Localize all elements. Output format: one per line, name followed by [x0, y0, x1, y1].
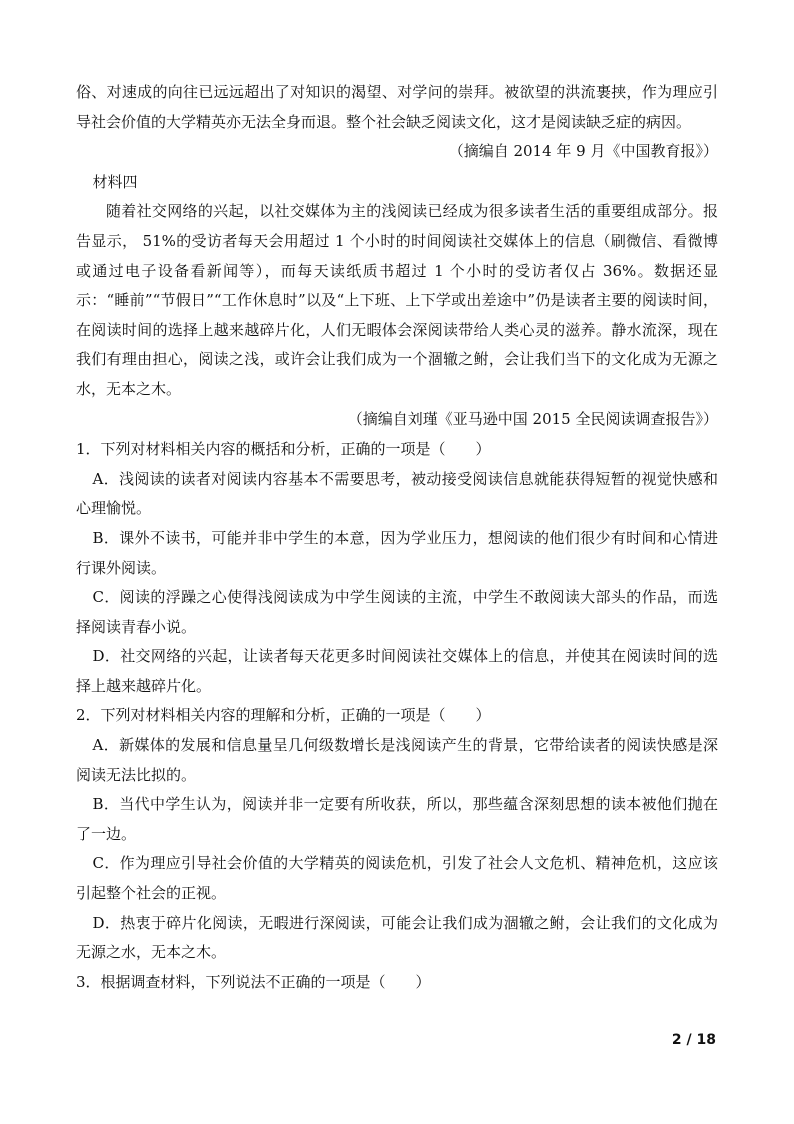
- page-number: 2 / 18: [671, 1032, 716, 1048]
- carryover-paragraph: 俗、对速成的向往已远远超出了对知识的渴望、对学问的崇拜。被欲望的洪流裹挟，作为理应引导社会价值的大学精英亦无法全身而退。整个社会缺乏阅读文化，这才是阅读缺乏症的病因。: [76, 83, 718, 131]
- material-4-paragraph: 随着社交网络的兴起，以社交媒体为主的浅阅读已经成为很多读者生活的重要组成部分。报告显示， 51%的受访者每天会用超过 1 个小时的时间阅读社交媒体上的信息（刷微信、看微博或通过电子设备看新闻等），而每天读纸质书超过 1 个小时的受访者仅占 36%。数据还显示：“睡前”“节假日”“工作休息时”以及“上下班、上下学或出差途中”仍是读者主要的阅读时间，在阅读时间的选择上越来越碎片化，人们无暇体会深阅读带给人类心灵的滋养。静水流深，现在我们有理由担心，阅读之浅，或许会让我们成为一个涸辙之鲋，会让我们当下的文化成为无源之水，无本之木。: [76, 202, 718, 398]
- question-option: B．当代中学生认为，阅读并非一定要有所收获，所以，那些蕴含深刻思想的读本被他们抛在了一边。: [76, 795, 718, 843]
- question-option: A．新媒体的发展和信息量呈几何级数增长是浅阅读产生的背景，它带给读者的阅读快感是深阅读无法比拟的。: [76, 736, 718, 784]
- question-option: D．社交网络的兴起，让读者每天花更多时间阅读社交媒体上的信息，并使其在阅读时间的选择上越来越碎片化。: [76, 647, 718, 695]
- question-option: A．浅阅读的读者对阅读内容基本不需要思考，被动接受阅读信息就能获得短暂的视觉快感和心理愉悦。: [76, 469, 718, 518]
- question-option: C．阅读的浮躁之心使得浅阅读成为中学生阅读的主流，中学生不敢阅读大部头的作品，而选择阅读青春小说。: [76, 588, 718, 636]
- question-option: B．课外不读书，可能并非中学生的本意，因为学业压力，想阅读的他们很少有时间和心情进行课外阅读。: [76, 528, 718, 577]
- page-content: [76, 78, 718, 997]
- question-option: D．热衷于碎片化阅读，无暇进行深阅读，可能会让我们成为涸辙之鲋，会让我们的文化成为无源之水，无本之木。: [76, 913, 718, 962]
- question-stem: 3．根据调查材料，下列说法不正确的一项是（ ）: [76, 972, 431, 991]
- question-3: [76, 968, 718, 998]
- question-stem: 2．下列对材料相关内容的理解和分析，正确的一项是（ ）: [76, 706, 491, 725]
- source-citation-material-4: （摘编自刘瑾《亚马逊中国 2015 全民阅读调查报告》）: [347, 409, 718, 428]
- question-stem: 1．下列对材料相关内容的概括和分析，正确的一项是（ ）: [76, 440, 491, 459]
- question-2: [76, 701, 718, 967]
- question-option: C．作为理应引导社会价值的大学精英的阅读危机，引发了社会人文危机、精神危机，这应该引起整个社会的正视。: [76, 854, 718, 903]
- source-citation-material-3: （摘编自 2014 年 9 月《中国教育报》）: [448, 142, 718, 161]
- question-1: [76, 435, 718, 701]
- material-4-heading: 材料四: [92, 172, 138, 191]
